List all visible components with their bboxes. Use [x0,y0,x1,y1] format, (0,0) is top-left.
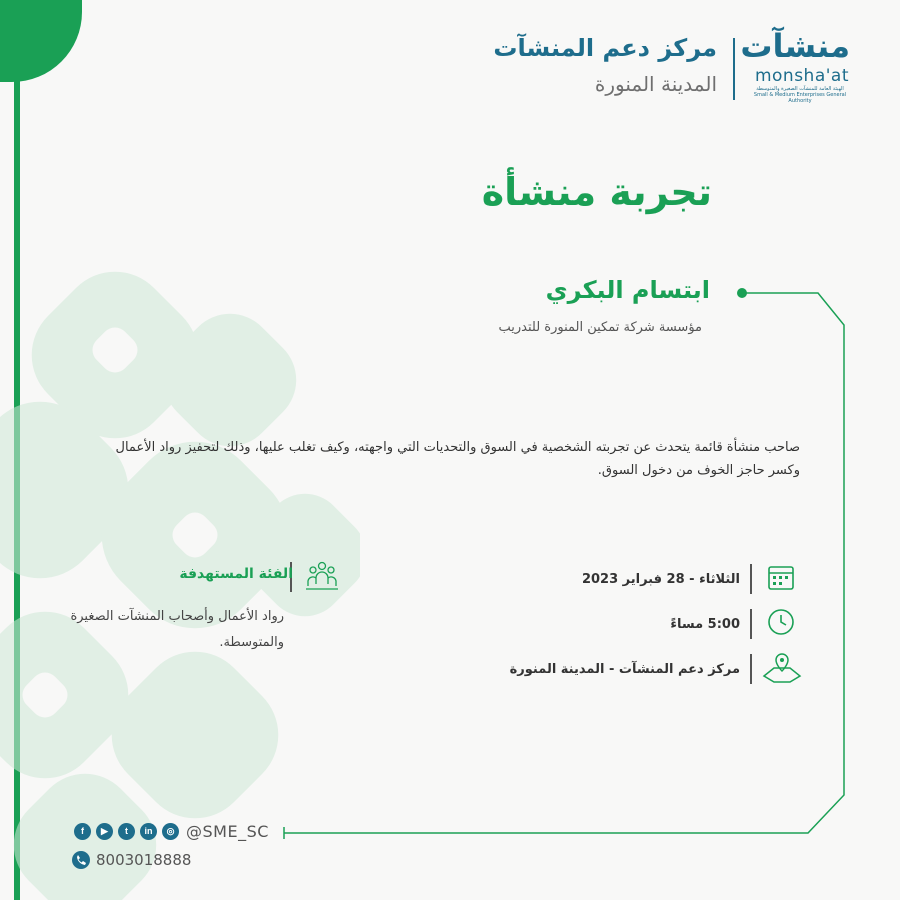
logo-tagline-en: Small & Medium Enterprises General Authority [753,92,847,104]
facebook-icon[interactable]: f [74,823,91,840]
event-title: تجربة منشأة [481,170,712,214]
logo-arabic: منشآت [740,27,850,65]
logo-english: monsha'at [754,66,850,86]
event-description: صاحب منشأة قائمة يتحدث عن تجربته الشخصية في السوق والتحديات التي واجهته، وكيف تغلب عليها، وذلك لتحفيز رواد الأعمال وكسر حاجز الخوف من دخول السوق. [115,440,800,478]
org-city: المدينة المنورة [594,72,717,96]
social-handle: @SME_SC [186,822,269,841]
instagram-icon[interactable]: ◎ [162,823,179,840]
logo-tagline-ar: الهيئة العامة للمنشآت الصغيرة والمتوسطة [756,86,844,92]
audience-label: الفئة المستهدفة [179,566,293,582]
header-divider [733,38,735,100]
twitter-icon[interactable]: t [118,823,135,840]
calendar-icon [766,562,802,598]
audience-text: رواد الأعمال وأصحاب المنشآت الصغيرة والمتوسطة. [70,609,284,650]
phone-number: 8003018888 [96,851,192,869]
event-location: مركز دعم المنشآت - المدينة المنورة [509,662,740,677]
phone-icon [72,851,90,869]
event-date: الثلاثاء - 28 فبراير 2023 [581,572,740,587]
logo-tagline [748,86,852,104]
speaker-name: ابتسام البكري [545,276,710,304]
linkedin-icon[interactable]: in [140,823,157,840]
clock-icon [766,607,802,643]
org-name: مركز دعم المنشآت [493,34,717,62]
speaker-role: مؤسسة شركة تمكين المنورة للتدريب [498,320,702,335]
location-map-icon [762,650,798,686]
event-time: 5:00 مساءً [670,617,740,632]
location-separator [750,654,752,684]
time-separator [750,609,752,639]
corner-decoration [0,0,82,82]
date-separator [750,564,752,594]
people-group-icon [304,560,340,596]
youtube-icon[interactable]: ▶ [96,823,113,840]
